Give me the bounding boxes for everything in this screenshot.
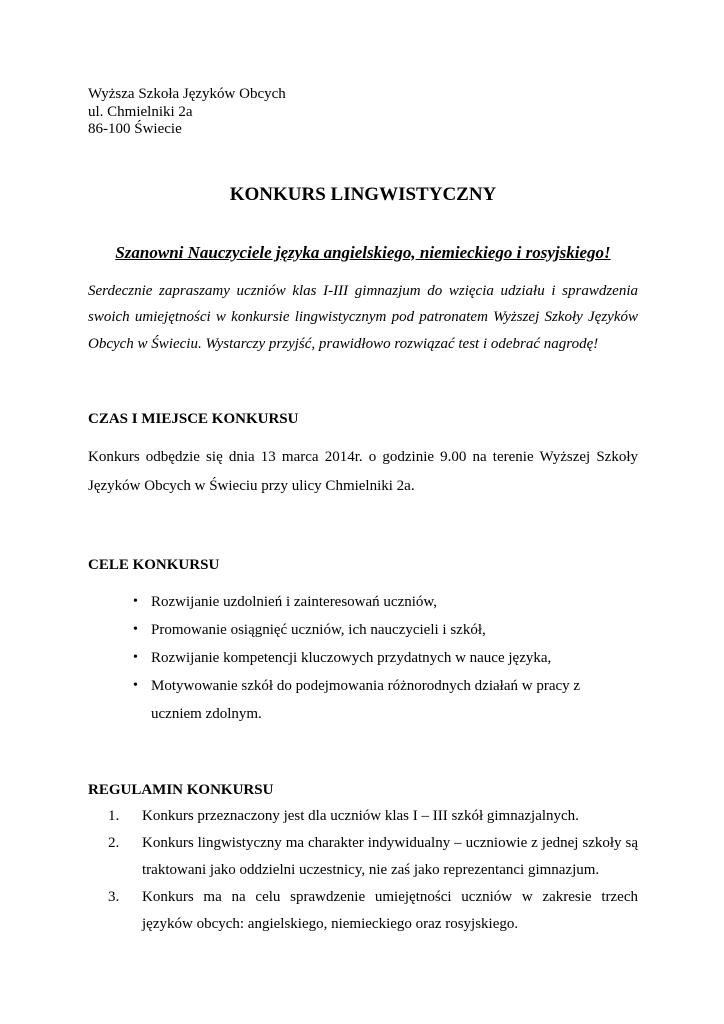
list-item-text: Motywowanie szkół do podejmowania różnorodnych działań w pracy z uczniem zdolnym. — [151, 678, 581, 722]
bullet-icon: • — [133, 622, 138, 637]
list-item-text: Rozwijanie kompetencji kluczowych przydatnych w nauce języka, — [151, 650, 552, 666]
list-item-number: 1. — [108, 808, 120, 824]
section-heading-czas: CZAS I MIEJSCE KONKURSU — [88, 411, 299, 427]
list-item — [108, 830, 638, 884]
section-heading-regulamin: REGULAMIN KONKURSU — [88, 782, 274, 798]
sender-address — [88, 86, 638, 139]
regulamin-list — [88, 803, 638, 938]
list-item-text: Rozwijanie uzdolnień i zainteresowań uczniów, — [151, 594, 438, 610]
list-item-text: Konkurs ma na celu sprawdzenie umiejętności uczniów w zakresie trzech języków obcych: angielskiego, niemieckiego oraz rosyjskiego. — [142, 889, 638, 932]
address-line-name: Wyższa Szkoła Języków Obcych — [88, 86, 286, 102]
address-line-street: ul. Chmielniki 2a — [88, 103, 193, 120]
bullet-icon: • — [133, 678, 138, 693]
list-item-text: Promowanie osiągnięć uczniów, ich nauczycieli i szkół, — [151, 622, 486, 638]
intro-paragraph: Serdecznie zapraszamy uczniów klas I-III gimnazjum do wzięcia udziału i sprawdzenia swoich umiejętności w konkursie lingwistycznym pod patronatem Wyższej Szkoły Języków Obcych w Świeciu. Wystarczy przyjść, prawidłowo rozwiązać test i odebrać nagrodę! — [88, 282, 638, 352]
list-item-number: 2. — [108, 835, 120, 851]
list-item-text: Konkurs lingwistyczny ma charakter indywidualny – uczniowie z jednej szkoły są traktowani jako oddzielni uczestnicy, nie zaś jako reprezentanci gimnazjum. — [142, 835, 638, 878]
list-item — [108, 884, 638, 938]
bullet-icon: • — [133, 594, 138, 609]
list-item — [133, 588, 638, 616]
section-heading-cele: CELE KONKURSU — [88, 557, 220, 573]
list-item-number: 3. — [108, 889, 120, 905]
list-item — [133, 672, 638, 728]
document-title: KONKURS LINGWISTYCZNY — [229, 183, 497, 205]
cele-list — [88, 588, 638, 728]
czas-paragraph: Konkurs odbędzie się dnia 13 marca 2014r. o godzinie 9.00 na terenie Wyższej Szkoły Języków Obcych w Świeciu przy ulicy Chmielniki 2a. — [88, 449, 638, 494]
greeting: Szanowni Nauczyciele języka angielskiego, niemieckiego i rosyjskiego! — [115, 242, 611, 262]
list-item — [133, 644, 638, 672]
list-item — [108, 803, 638, 830]
list-item — [133, 616, 638, 644]
list-item-text: Konkurs przeznaczony jest dla uczniów klas I – III szkół gimnazjalnych. — [142, 808, 579, 824]
address-line-city: 86-100 Świecie — [88, 121, 182, 137]
bullet-icon: • — [133, 650, 138, 665]
